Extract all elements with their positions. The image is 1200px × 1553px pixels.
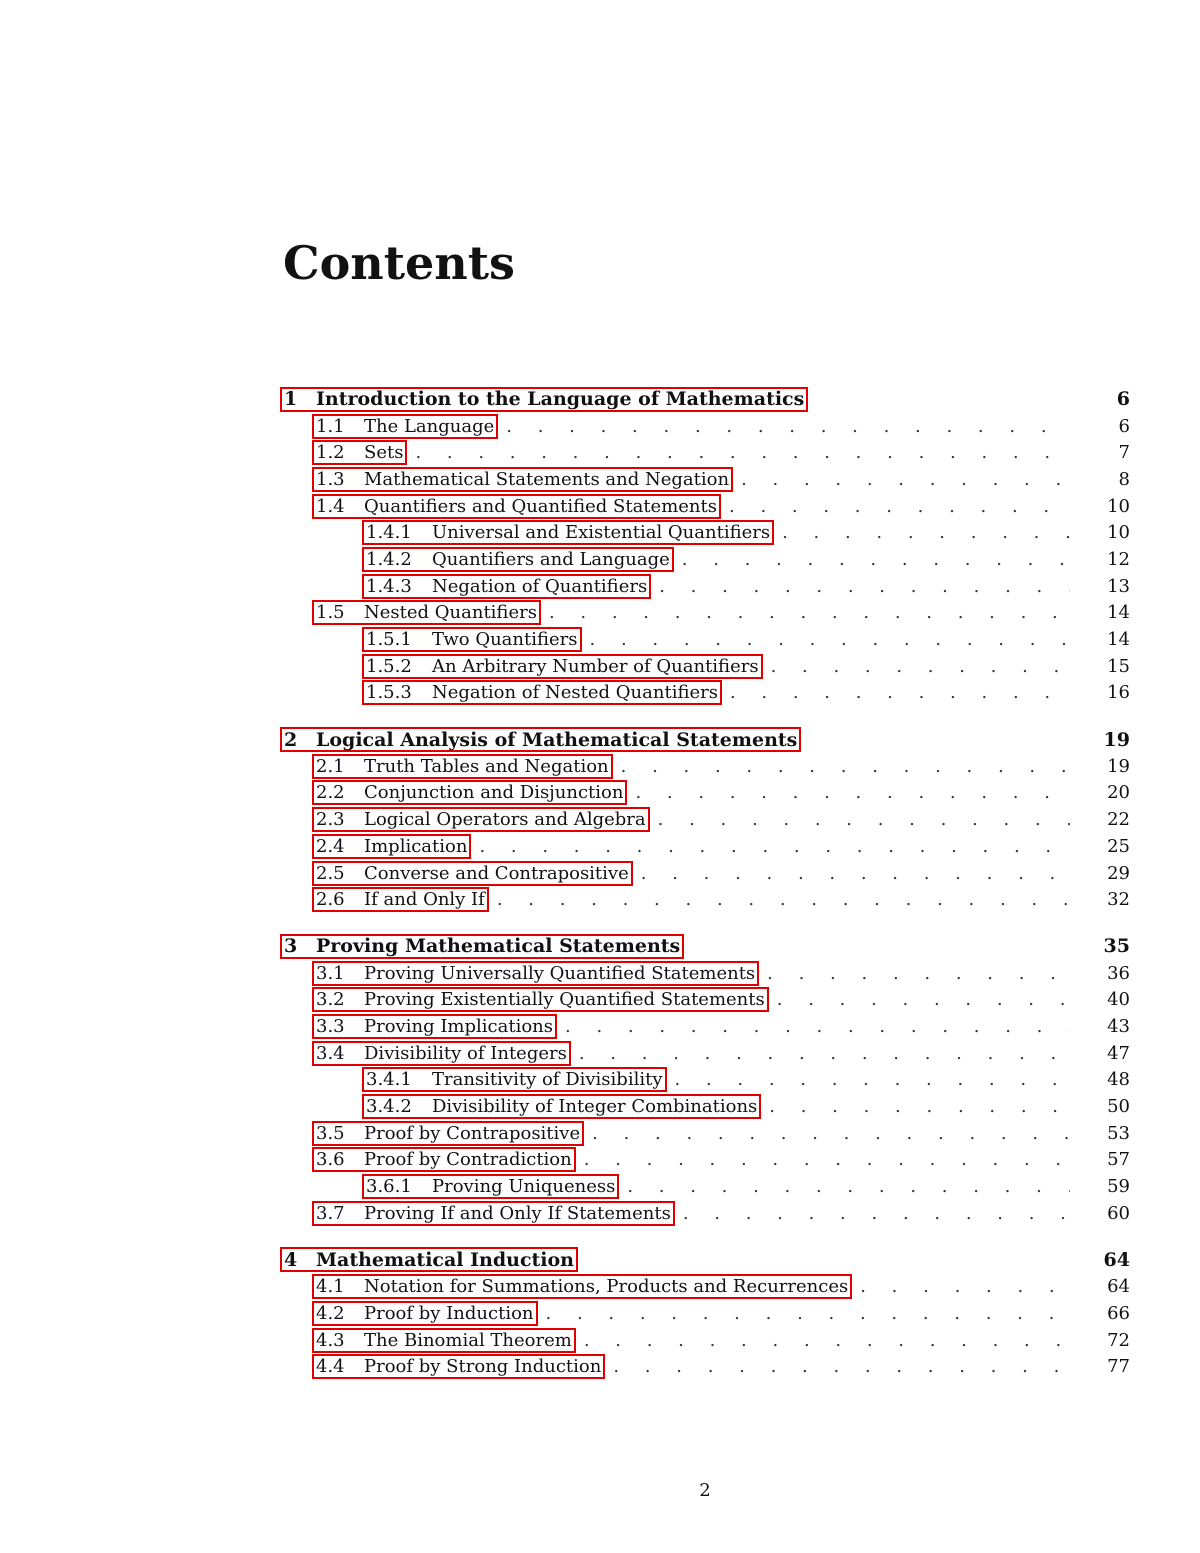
entry-number: 2.4: [316, 835, 345, 857]
entry-title: Proof by Contradiction: [364, 1149, 572, 1171]
entry-page-number: 10: [1107, 522, 1130, 544]
toc-section-row: [280, 439, 1130, 466]
toc-section-link[interactable]: [312, 834, 471, 859]
entry-title: Conjunction and Disjunction: [364, 782, 624, 804]
toc-subsection-link[interactable]: [362, 520, 774, 545]
entry-page-number: 53: [1107, 1122, 1130, 1144]
entry-number: 4.4: [316, 1356, 345, 1378]
toc-subsection-link[interactable]: [362, 1067, 667, 1092]
entry-number: 4.2: [316, 1302, 345, 1324]
toc-chapter-row: [280, 726, 1130, 753]
toc-section-link[interactable]: [312, 1301, 538, 1326]
toc-section-row: [280, 1273, 1130, 1300]
toc-section-row: [280, 806, 1130, 833]
entry-title: Mathematical Statements and Negation: [364, 468, 730, 490]
toc-chapter-link[interactable]: [280, 1247, 578, 1272]
entry-page-number: 29: [1107, 862, 1130, 884]
entry-title: Implication: [364, 835, 468, 857]
toc-subsection-row: [280, 519, 1130, 546]
toc-section-link[interactable]: [312, 600, 541, 625]
toc-section-row: [280, 1353, 1130, 1380]
entry-title: Logical Operators and Algebra: [364, 809, 646, 831]
entry-title: Transitivity of Divisibility: [432, 1069, 663, 1091]
chapter-number: 2: [284, 728, 298, 751]
entry-number: 3.4.1: [366, 1069, 412, 1091]
entry-page-number: 12: [1107, 548, 1130, 570]
chapter-page-number: 19: [1103, 728, 1130, 751]
dot-leader: [852, 1276, 1070, 1297]
chapter-title: Introduction to the Language of Mathematics: [316, 388, 805, 411]
toc-section-row: [280, 466, 1130, 493]
dot-leader: [633, 863, 1070, 884]
chapter-title: Logical Analysis of Mathematical Statements: [316, 728, 798, 751]
toc-chapter-row: [280, 1247, 1130, 1274]
toc-section-row: [280, 986, 1130, 1013]
entry-page-number: 22: [1107, 809, 1130, 831]
toc-chapter-link[interactable]: [280, 727, 801, 752]
entry-number: 3.5: [316, 1122, 345, 1144]
entry-page-number: 48: [1107, 1069, 1130, 1091]
entry-title: Universal and Existential Quantifiers: [432, 522, 771, 544]
entry-page-number: 47: [1107, 1042, 1130, 1064]
dot-leader: [650, 809, 1070, 830]
dot-leader: [582, 629, 1071, 650]
toc-section-row: [280, 960, 1130, 987]
entry-number: 1.4.3: [366, 575, 412, 597]
entry-title: Negation of Nested Quantifiers: [432, 682, 718, 704]
page-number: 2: [699, 1480, 711, 1501]
toc-chapter-link[interactable]: [280, 934, 684, 959]
toc-section-link[interactable]: [312, 807, 650, 832]
dot-leader: [541, 602, 1070, 623]
entry-number: 3.4: [316, 1042, 345, 1064]
toc-subsection-link[interactable]: [362, 1094, 761, 1119]
entry-number: 1.5: [316, 602, 345, 624]
toc-subsection-link[interactable]: [362, 547, 674, 572]
entry-page-number: 13: [1107, 575, 1130, 597]
dot-leader: [613, 756, 1070, 777]
entry-page-number: 25: [1107, 835, 1130, 857]
entry-page-number: 50: [1107, 1096, 1130, 1118]
entry-number: 1.1: [316, 415, 345, 437]
toc-section-row: [280, 1200, 1130, 1227]
toc-subsection-row: [280, 626, 1130, 653]
entry-page-number: 6: [1118, 415, 1130, 437]
toc-chapter-link[interactable]: [280, 387, 808, 412]
dot-leader: [721, 496, 1070, 517]
entry-title: Notation for Summations, Products and Recurrences: [364, 1276, 849, 1298]
toc-section-row: [280, 1013, 1130, 1040]
entry-number: 1.4: [316, 495, 345, 517]
toc-section-link[interactable]: [312, 414, 498, 439]
entry-title: Negation of Quantifiers: [432, 575, 648, 597]
toc-section-row: [280, 493, 1130, 520]
dot-leader: [627, 782, 1070, 803]
entry-title: Proving Universally Quantified Statements: [364, 962, 756, 984]
dot-leader: [605, 1356, 1070, 1377]
dot-leader: [584, 1123, 1070, 1144]
dot-leader: [761, 1096, 1070, 1117]
toc-section-row: [280, 1327, 1130, 1354]
toc-section-row: [280, 1300, 1130, 1327]
entry-number: 2.6: [316, 889, 345, 911]
toc-section-link[interactable]: [312, 961, 759, 986]
chapter-title: Proving Mathematical Statements: [316, 935, 681, 958]
entry-title: If and Only If: [364, 889, 485, 911]
entry-page-number: 8: [1118, 468, 1130, 490]
dot-leader: [576, 1330, 1070, 1351]
dot-leader: [667, 1069, 1071, 1090]
toc-subsection-row: [280, 1067, 1130, 1094]
toc-section-row: [280, 1040, 1130, 1067]
toc-section-row: [280, 600, 1130, 627]
entry-title: Sets: [364, 442, 404, 464]
entry-title: Proving If and Only If Statements: [364, 1202, 671, 1224]
toc-subsection-row: [280, 653, 1130, 680]
toc-section-link[interactable]: [312, 1201, 675, 1226]
toc-section-link[interactable]: [312, 987, 769, 1012]
entry-number: 3.2: [316, 989, 345, 1011]
entry-page-number: 66: [1107, 1302, 1130, 1324]
toc-section-row: [280, 833, 1130, 860]
toc-section-link[interactable]: [312, 1041, 571, 1066]
dot-leader: [498, 416, 1070, 437]
entry-number: 1.5.1: [366, 629, 412, 651]
toc-section-link[interactable]: [312, 1014, 557, 1039]
entry-title: Proving Existentially Quantified Statements: [364, 989, 765, 1011]
dot-leader: [489, 889, 1070, 910]
dot-leader: [619, 1176, 1070, 1197]
toc-chapter-row: [280, 386, 1130, 413]
dot-leader: [571, 1043, 1070, 1064]
entry-number: 4.3: [316, 1329, 345, 1351]
entry-number: 1.4.2: [366, 548, 412, 570]
toc-section-row: [280, 860, 1130, 887]
entry-number: 1.4.1: [366, 522, 412, 544]
entry-page-number: 72: [1107, 1329, 1130, 1351]
page-title: Contents: [283, 236, 515, 290]
entry-title: Divisibility of Integer Combinations: [432, 1096, 758, 1118]
entry-number: 1.5.2: [366, 655, 412, 677]
toc-section-link[interactable]: [312, 1274, 852, 1299]
toc-subsection-link[interactable]: [362, 1174, 619, 1199]
entry-title: Quantifiers and Quantified Statements: [364, 495, 717, 517]
entry-number: 3.6: [316, 1149, 345, 1171]
entry-title: Proof by Contrapositive: [364, 1122, 581, 1144]
toc-section-link[interactable]: [312, 1147, 576, 1172]
dot-leader: [763, 656, 1070, 677]
entry-page-number: 57: [1107, 1149, 1130, 1171]
entry-title: Divisibility of Integers: [364, 1042, 567, 1064]
dot-leader: [674, 549, 1070, 570]
toc-subsection-row: [280, 680, 1130, 707]
entry-page-number: 77: [1107, 1356, 1130, 1378]
toc-subsection-row: [280, 573, 1130, 600]
entry-page-number: 10: [1107, 495, 1130, 517]
entry-page-number: 36: [1107, 962, 1130, 984]
chapter-title: Mathematical Induction: [316, 1248, 574, 1271]
dot-leader: [774, 522, 1070, 543]
entry-page-number: 14: [1107, 629, 1130, 651]
entry-title: The Binomial Theorem: [364, 1329, 572, 1351]
toc-subsection-row: [280, 1093, 1130, 1120]
entry-page-number: 16: [1107, 682, 1130, 704]
dot-leader: [675, 1203, 1070, 1224]
entry-number: 2.1: [316, 755, 345, 777]
entry-number: 2.3: [316, 809, 345, 831]
entry-title: Proof by Induction: [364, 1302, 534, 1324]
toc-subsection-link[interactable]: [362, 654, 763, 679]
toc-section-link[interactable]: [312, 861, 633, 886]
dot-leader: [557, 1016, 1070, 1037]
entry-page-number: 32: [1107, 889, 1130, 911]
toc-section-link[interactable]: [312, 754, 613, 779]
toc-section-link[interactable]: [312, 440, 407, 465]
dot-leader: [576, 1149, 1070, 1170]
chapter-page-number: 6: [1116, 388, 1130, 411]
toc-subsection-row: [280, 546, 1130, 573]
entry-number: 2.2: [316, 782, 345, 804]
entry-title: The Language: [364, 415, 495, 437]
toc-section-row: [280, 886, 1130, 913]
dot-leader: [471, 836, 1070, 857]
dot-leader: [651, 576, 1070, 597]
entry-number: 2.5: [316, 862, 345, 884]
toc-section-row: [280, 1120, 1130, 1147]
toc-subsection-row: [280, 1173, 1130, 1200]
toc-section-link[interactable]: [312, 494, 721, 519]
chapter-number: 3: [284, 935, 298, 958]
toc-subsection-link[interactable]: [362, 574, 651, 599]
entry-page-number: 59: [1107, 1176, 1130, 1198]
entry-number: 1.2: [316, 442, 345, 464]
entry-title: An Arbitrary Number of Quantifiers: [432, 655, 759, 677]
toc-section-link[interactable]: [312, 1121, 584, 1146]
toc-section-link[interactable]: [312, 1328, 576, 1353]
entry-title: Proving Uniqueness: [432, 1176, 616, 1198]
entry-title: Converse and Contrapositive: [364, 862, 629, 884]
toc-section-link[interactable]: [312, 780, 627, 805]
toc-section-link[interactable]: [312, 887, 489, 912]
entry-title: Proving Implications: [364, 1015, 553, 1037]
toc-section-row: [280, 753, 1130, 780]
toc-section-link[interactable]: [312, 1354, 605, 1379]
entry-number: 3.7: [316, 1202, 345, 1224]
entry-page-number: 40: [1107, 989, 1130, 1011]
dot-leader: [722, 682, 1070, 703]
dot-leader: [759, 963, 1070, 984]
entry-page-number: 19: [1107, 755, 1130, 777]
entry-title: Truth Tables and Negation: [364, 755, 609, 777]
entry-number: 4.1: [316, 1276, 345, 1298]
entry-page-number: 7: [1118, 442, 1130, 464]
toc-subsection-link[interactable]: [362, 680, 722, 705]
chapter-number: 4: [284, 1248, 298, 1271]
table-of-contents: [280, 386, 1130, 1380]
toc-section-row: [280, 1147, 1130, 1174]
chapter-number: 1: [284, 388, 298, 411]
toc-section-row: [280, 780, 1130, 807]
entry-page-number: 43: [1107, 1015, 1130, 1037]
toc-section-link[interactable]: [312, 467, 733, 492]
entry-number: 3.4.2: [366, 1096, 412, 1118]
entry-number: 3.6.1: [366, 1176, 412, 1198]
entry-page-number: 14: [1107, 602, 1130, 624]
entry-page-number: 64: [1107, 1276, 1130, 1298]
toc-chapter-row: [280, 933, 1130, 960]
chapter-page-number: 35: [1103, 935, 1130, 958]
toc-section-row: [280, 413, 1130, 440]
entry-number: 3.3: [316, 1015, 345, 1037]
entry-number: 1.5.3: [366, 682, 412, 704]
entry-title: Quantifiers and Language: [432, 548, 670, 570]
entry-number: 3.1: [316, 962, 345, 984]
entry-title: Proof by Strong Induction: [364, 1356, 602, 1378]
entry-page-number: 15: [1107, 655, 1130, 677]
entry-page-number: 60: [1107, 1202, 1130, 1224]
dot-leader: [407, 442, 1070, 463]
dot-leader: [733, 469, 1070, 490]
dot-leader: [538, 1303, 1070, 1324]
entry-number: 1.3: [316, 468, 345, 490]
entry-page-number: 20: [1107, 782, 1130, 804]
toc-subsection-link[interactable]: [362, 627, 582, 652]
entry-title: Two Quantifiers: [432, 629, 578, 651]
entry-title: Nested Quantifiers: [364, 602, 537, 624]
dot-leader: [769, 989, 1070, 1010]
chapter-page-number: 64: [1103, 1248, 1130, 1271]
